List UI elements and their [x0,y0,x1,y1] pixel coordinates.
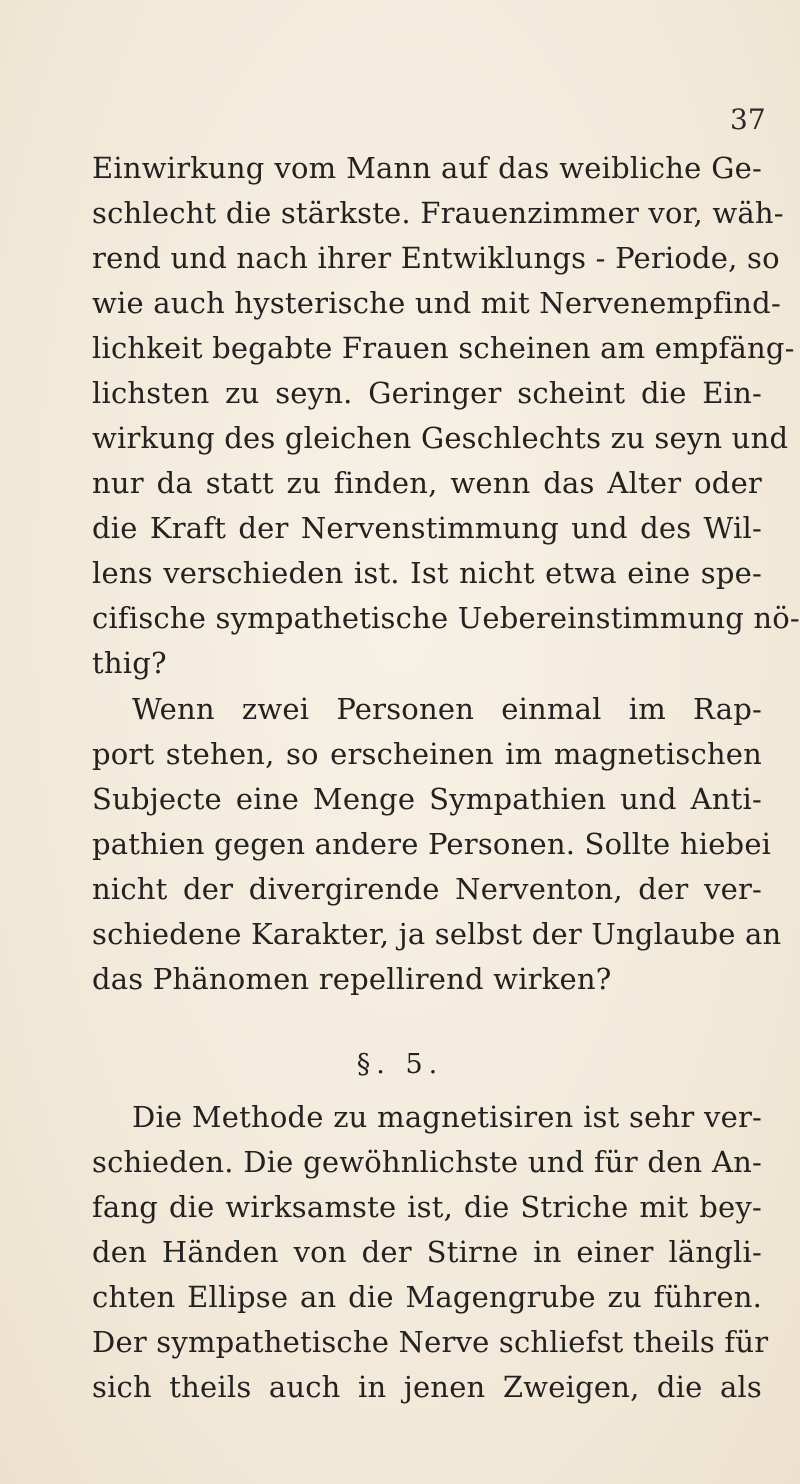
text-line: das Phänomen repellirend wirken? [92,962,612,996]
text-line: schieden. Die gewöhnlichste und für den An- [92,1145,762,1179]
text-line: fang die wirksamste ist, die Striche mit bey- [92,1190,762,1224]
text-line: Wenn zwei Personen einmal im Rap- [132,692,762,726]
text-line: lichsten zu seyn. Geringer scheint die Ein- [92,376,762,410]
text-line: nur da statt zu finden, wenn das Alter oder [92,466,762,500]
text-line: nicht der divergirende Nerventon, der ver- [92,872,762,906]
text-line: Der sympathetische Nerve schliefst theils für [92,1325,769,1359]
text-line: die Kraft der Nervenstimmung und des Wil- [92,511,762,545]
text-line: Subjecte eine Menge Sympathien und Anti- [92,782,762,816]
text-line: wirkung des gleichen Geschlechts zu seyn und [92,421,789,455]
text-line: port stehen, so erscheinen im magnetischen [92,737,762,771]
page-number: 37 [730,103,766,136]
text-line: sich theils auch in jenen Zweigen, die als [92,1370,762,1404]
text-line: pathien gegen andere Personen. Sollte hiebei [92,827,772,861]
text-line: cifische sympathetische Uebereinstimmung nö- [92,601,800,635]
text-line: thig? [92,646,167,680]
text-line: schiedene Karakter, ja selbst der Unglaube an [92,917,782,951]
text-line: rend und nach ihrer Entwiklungs - Periode, so [92,241,780,275]
text-line: den Händen von der Stirne in einer längli- [92,1235,762,1269]
text-line: wie auch hysterische und mit Nervenempfind- [92,286,781,320]
paragraph-rapport [92,687,782,1002]
text-line: schlecht die stärkste. Frauenzimmer vor, wäh- [92,196,784,230]
text-line: lichkeit begabte Frauen scheinen am empfäng- [92,331,795,365]
text-line: chten Ellipse an die Magengrube zu führen. [92,1280,762,1314]
paragraph-method [92,1095,769,1410]
section-heading: §. 5. [356,1049,444,1080]
text-line: Die Methode zu magnetisiren ist sehr ver- [132,1100,762,1134]
paragraph-continuation [92,146,800,686]
text-line: lens verschieden ist. Ist nicht etwa eine spe- [92,556,762,590]
text-line: Einwirkung vom Mann auf das weibliche Ge- [92,151,762,185]
